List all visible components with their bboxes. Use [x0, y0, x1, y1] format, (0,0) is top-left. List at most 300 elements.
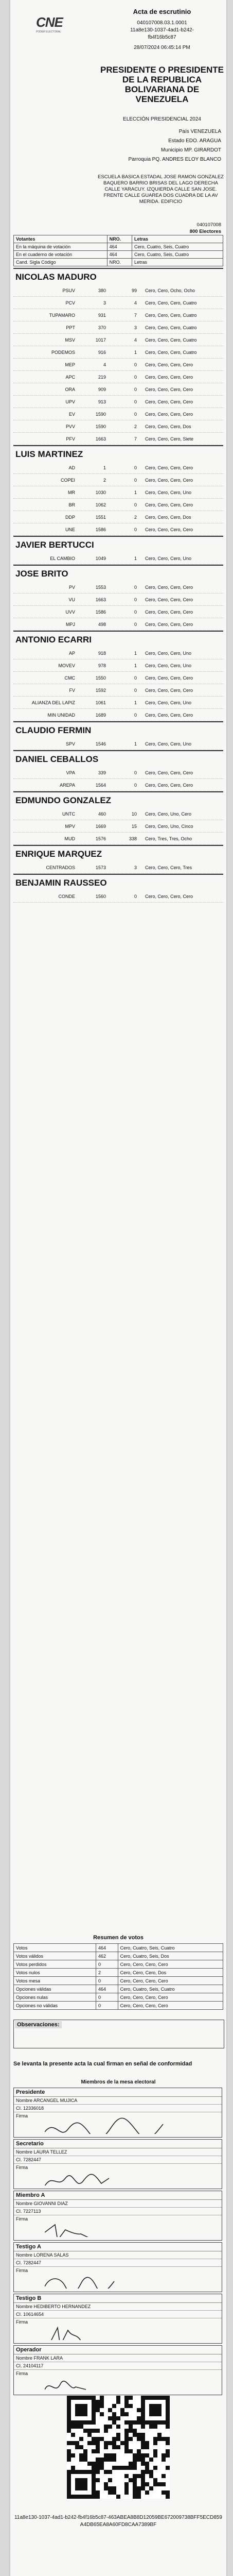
party-letras: Cero, Cero, Cero, Siete — [145, 436, 194, 442]
firma-label: Firma — [16, 2319, 28, 2325]
party-sigla: MEP — [65, 362, 75, 367]
candidate-name: LUIS MARTINEZ — [13, 445, 223, 462]
party-sigla: UPV — [65, 399, 75, 404]
results-nro: 464 — [96, 1985, 118, 1993]
member-ci: CI. 10614654 — [14, 2311, 222, 2318]
candidates-list — [13, 268, 223, 903]
results-table — [13, 1943, 223, 2010]
signature-image — [45, 2374, 168, 2392]
acta-uuid-1: 11a8e130-1037-4ad1-b242- — [130, 27, 194, 33]
party-row — [13, 408, 223, 420]
party-row — [13, 371, 223, 383]
party-nro: 7 — [134, 312, 137, 318]
candidate-block — [13, 874, 223, 903]
party-sigla: MR — [68, 489, 75, 495]
party-sigla: SPV — [65, 741, 75, 747]
party-row — [13, 618, 223, 631]
party-row — [13, 684, 223, 697]
party-sigla: VU — [68, 597, 75, 602]
party-codigo: 1573 — [95, 865, 106, 870]
candidate-name: NICOLAS MADURO — [13, 268, 223, 284]
party-nro: 1 — [134, 700, 137, 705]
member-firma — [14, 2267, 222, 2292]
party-codigo: 913 — [98, 399, 106, 404]
party-nro: 10 — [131, 811, 137, 817]
party-row — [13, 672, 223, 684]
party-codigo: 370 — [98, 325, 106, 330]
results-label: Votos válidos — [14, 1952, 96, 1960]
party-row — [13, 552, 223, 565]
firma-label: Firma — [16, 2268, 28, 2273]
candidate-name: BENJAMIN RAUSSEO — [13, 874, 223, 890]
results-letras: Cero, Cuatro, Seis, Dos — [118, 1952, 223, 1960]
party-codigo: 1663 — [95, 597, 106, 602]
votantes-table — [13, 235, 223, 266]
party-sigla: DDP — [65, 514, 75, 520]
candidate-name: JOSE BRITO — [13, 565, 223, 581]
party-row — [13, 594, 223, 606]
party-letras: Cero, Cero, Cero, Cero — [145, 687, 193, 693]
nro-col-header: NRO. — [107, 259, 132, 266]
party-letras: Cero, Cero, Cero, Cero — [145, 621, 193, 627]
party-sigla: AP — [68, 650, 75, 656]
party-letras: Cero, Cero, Cero, Dos — [145, 514, 191, 520]
member-nombre: Nombre ARCANGEL MUJICA — [14, 2097, 222, 2105]
party-nro: 0 — [134, 609, 137, 615]
party-row — [13, 647, 223, 659]
member-role: Secretario — [14, 2140, 222, 2148]
location-pais: País VENEZUELA — [178, 129, 221, 134]
party-sigla: COPEI — [60, 477, 75, 483]
letras-col-header: Letras — [132, 259, 223, 266]
firma-label: Firma — [16, 2113, 28, 2119]
party-letras: Cero, Cero, Cero, Cuatro — [145, 325, 197, 330]
party-sigla: UVV — [65, 609, 75, 615]
party-sigla: PSUV — [62, 287, 75, 293]
party-sigla: UNE — [65, 527, 75, 532]
acta-id-block — [100, 8, 224, 52]
results-nro: 0 — [96, 1977, 118, 1985]
results-row — [14, 1960, 223, 1969]
party-row — [13, 297, 223, 309]
candidate-block — [13, 721, 223, 750]
member-box — [13, 2345, 222, 2395]
party-sigla: PV — [68, 584, 75, 590]
results-nro: 2 — [96, 1969, 118, 1977]
party-codigo: 1689 — [95, 712, 106, 718]
firma-label: Firma — [16, 2371, 28, 2376]
location-municipio: Municipio MP. GIRARDOT — [160, 147, 221, 153]
party-letras: Cero, Cero, Uno, Cinco — [145, 823, 193, 829]
party-sigla: ORA — [65, 386, 75, 392]
candidate-name: JAVIER BERTUCCI — [13, 536, 223, 552]
votantes-machine-nro: 464 — [107, 243, 132, 251]
signature-image — [45, 2271, 168, 2289]
party-codigo: 1576 — [95, 836, 106, 841]
party-sigla: PPT — [66, 325, 75, 330]
election-heading: PRESIDENTE O PRESIDENTE DE LA REPUBLICA BOLIVARIANA DE VENEZUELA — [100, 65, 224, 104]
party-row — [13, 321, 223, 334]
acta-receipt — [10, 0, 226, 2576]
votantes-header: Votantes — [14, 235, 107, 243]
party-letras: Cero, Cero, Cero, Cero — [145, 502, 193, 507]
results-letras: Cero, Cuatro, Seis, Cuatro — [118, 1985, 223, 1993]
party-sigla: PCV — [65, 300, 75, 306]
candidate-block — [13, 536, 223, 565]
party-nro: 338 — [129, 836, 137, 841]
party-sigla: APC — [65, 374, 75, 380]
party-letras: Cero, Cero, Cero, Uno — [145, 489, 192, 495]
results-nro: 0 — [96, 2002, 118, 2010]
party-letras: Cero, Cero, Cero, Uno — [145, 700, 192, 705]
candidate-block — [13, 565, 223, 631]
party-row — [13, 659, 223, 672]
party-codigo: 3 — [103, 300, 106, 306]
party-letras: Cero, Cero, Cero, Cero — [145, 477, 193, 483]
results-label: Votos — [14, 1944, 96, 1952]
party-row — [13, 523, 223, 536]
candidate-block — [13, 445, 223, 536]
party-sigla: PODEMOS — [51, 349, 75, 355]
candidate-name: EDMUNDO GONZALEZ — [13, 791, 223, 808]
results-label: Votos perdidos — [14, 1960, 96, 1969]
signature-image — [45, 2323, 168, 2340]
results-row — [14, 2002, 223, 2010]
party-letras: Cero, Cero, Cero, Cero — [145, 782, 193, 788]
party-row — [13, 486, 223, 499]
party-codigo: 1062 — [95, 502, 106, 507]
party-row — [13, 606, 223, 618]
party-letras: Cero, Cero, Cero, Cero — [145, 712, 193, 718]
party-row — [13, 420, 223, 433]
member-box — [13, 2242, 222, 2292]
party-letras: Cero, Cero, Cero, Cuatro — [145, 337, 197, 343]
votantes-cuaderno-letras: Cero, Cuatro, Seis, Cuatro — [132, 251, 223, 259]
party-codigo: 1030 — [95, 489, 106, 495]
party-codigo: 1586 — [95, 609, 106, 615]
party-codigo: 1049 — [95, 555, 106, 561]
party-codigo: 380 — [98, 287, 106, 293]
candidate-name: CLAUDIO FERMIN — [13, 721, 223, 738]
results-letras: Cero, Cero, Cero, Cero — [118, 1960, 223, 1969]
nro-header: NRO. — [107, 235, 132, 243]
party-letras: Cero, Cero, Cero, Cuatro — [145, 300, 197, 306]
party-letras: Cero, Cero, Cero, Dos — [145, 423, 191, 429]
party-letras: Cero, Cero, Cero, Cero — [145, 374, 193, 380]
party-nro: 4 — [134, 300, 137, 306]
party-nro: 1 — [134, 663, 137, 668]
results-nro: 462 — [96, 1952, 118, 1960]
party-row — [13, 346, 223, 359]
party-nro: 1 — [134, 650, 137, 656]
member-box — [13, 2088, 222, 2138]
party-nro: 0 — [134, 675, 137, 681]
party-nro: 0 — [134, 386, 137, 392]
signature-image — [45, 2116, 168, 2134]
party-nro: 0 — [134, 770, 137, 775]
member-role: Presidente — [14, 2088, 222, 2097]
party-nro: 2 — [134, 514, 137, 520]
party-sigla: MOVEV — [58, 663, 75, 668]
party-nro: 4 — [134, 337, 137, 343]
party-row — [13, 709, 223, 721]
member-ci: CI. 12336018 — [14, 2105, 222, 2112]
observaciones-box — [13, 2020, 224, 2048]
member-role: Miembro A — [14, 2191, 222, 2200]
party-row — [13, 309, 223, 321]
party-letras: Cero, Cero, Ocho, Ocho — [145, 287, 195, 293]
party-letras: Cero, Cero, Cero, Cero — [145, 386, 193, 392]
location-estado: Estado EDO. ARAGUA — [168, 138, 221, 144]
member-nombre: Nombre HEDIBERTO HERNANDEZ — [14, 2303, 222, 2311]
member-box — [13, 2294, 222, 2344]
party-codigo: 1590 — [95, 423, 106, 429]
party-row — [13, 890, 223, 903]
party-row — [13, 738, 223, 750]
party-codigo: 978 — [98, 663, 106, 668]
party-row — [13, 861, 223, 874]
voting-center-info — [100, 222, 221, 235]
member-role: Operador — [14, 2346, 222, 2354]
voting-center-address: ESCUELA BASICA ESTADAL JOSE RAMON GONZALEZ BAQUERO BARRIO BRISAS DEL LAGO DERECHA CALLE YARACUY. IZQUIERDA CALLE SAN JOSE. FRENTE CALLE GUAREA DOS CUADRA DE LA AV MERIDA. EDIFICIO — [98, 174, 224, 205]
party-sigla: PVV — [65, 423, 75, 429]
party-letras: Cero, Cero, Cero, Cero — [145, 675, 193, 681]
party-letras: Cero, Cero, Cero, Cero — [145, 527, 193, 532]
party-codigo: 1 — [103, 465, 106, 470]
party-row — [13, 499, 223, 511]
party-sigla: MUD — [64, 836, 75, 841]
party-row — [13, 511, 223, 523]
party-letras: Cero, Cero, Cero, Cero — [145, 770, 193, 775]
party-codigo: 1550 — [95, 675, 106, 681]
results-letras: Cero, Cero, Cero, Cero — [118, 1993, 223, 2002]
letras-header: Letras — [132, 235, 223, 243]
party-nro: 99 — [131, 287, 137, 293]
party-nro: 0 — [134, 687, 137, 693]
party-nro: 0 — [134, 411, 137, 417]
party-row — [13, 820, 223, 833]
party-row — [13, 767, 223, 779]
party-codigo: 1546 — [95, 741, 106, 747]
candidate-block — [13, 268, 223, 445]
candidate-block — [13, 845, 223, 874]
results-title: Resumen de votos — [93, 1935, 144, 1941]
party-sigla: MSV — [65, 337, 75, 343]
party-nro: 1 — [134, 349, 137, 355]
party-letras: Cero, Cero, Cero, Uno — [145, 663, 192, 668]
party-letras: Cero, Cero, Cero, Cuatro — [145, 349, 197, 355]
acta-datetime: 28/07/2024 06:45:14 PM — [134, 45, 190, 50]
member-box — [13, 2191, 222, 2241]
cne-logo — [36, 14, 72, 33]
party-codigo: 1560 — [95, 893, 106, 899]
candidate-block — [13, 631, 223, 721]
acta-header — [10, 0, 226, 170]
party-letras: Cero, Cero, Cero, Uno — [145, 555, 192, 561]
party-nro: 1 — [134, 741, 137, 747]
results-label: Votos nulos — [14, 1969, 96, 1977]
member-nombre: Nombre LORENA SALAS — [14, 2251, 222, 2259]
party-letras: Cero, Cero, Cero, Cero — [145, 597, 193, 602]
party-codigo: 2 — [103, 477, 106, 483]
party-sigla: ALIANZA DEL LAPIZ — [31, 700, 75, 705]
results-letras: Cero, Cero, Cero, Cero — [118, 1977, 223, 1985]
party-letras: Cero, Cero, Cero, Cero — [145, 584, 193, 590]
party-sigla: UNTC — [62, 811, 75, 817]
candidate-block — [13, 791, 223, 845]
votantes-cuaderno-nro: 464 — [107, 251, 132, 259]
electores-count: 800 Electores — [189, 229, 221, 234]
member-firma — [14, 2370, 222, 2395]
party-letras: Cero, Cero, Cero, Uno — [145, 741, 192, 747]
acta-title: Acta de escrutinio — [133, 8, 191, 15]
party-letras: Cero, Cero, Cero, Uno — [145, 650, 192, 656]
party-row — [13, 474, 223, 486]
party-row — [13, 462, 223, 474]
party-sigla: MIN UNIDAD — [47, 712, 75, 718]
party-sigla: MPJ — [66, 621, 75, 627]
party-nro: 0 — [134, 712, 137, 718]
party-row — [13, 697, 223, 709]
qr-code — [67, 2396, 170, 2499]
party-codigo: 498 — [98, 621, 106, 627]
party-letras: Cero, Cero, Cero, Cero — [145, 399, 193, 404]
observaciones-label: Observaciones: — [15, 2021, 62, 2028]
member-firma — [14, 2215, 222, 2240]
party-nro: 7 — [134, 436, 137, 442]
firma-label: Firma — [16, 2165, 28, 2170]
party-sigla: AREPA — [60, 782, 75, 788]
results-row — [14, 1985, 223, 1993]
party-row — [13, 383, 223, 396]
party-nro: 0 — [134, 477, 137, 483]
party-sigla: CONDE — [58, 893, 75, 899]
party-nro: 1 — [134, 489, 137, 495]
party-nro: 0 — [134, 584, 137, 590]
party-sigla: CENTRADOS — [46, 865, 75, 870]
party-nro: 0 — [134, 893, 137, 899]
party-codigo: 1061 — [95, 700, 106, 705]
party-letras: Cero, Cero, Cero, Cero — [145, 411, 193, 417]
qr-pattern — [67, 2396, 170, 2499]
party-sigla: EV — [68, 411, 75, 417]
votantes-machine-letras: Cero, Cuatro, Seis, Cuatro — [132, 243, 223, 251]
party-letras: Cero, Cero, Uno, Cero — [145, 811, 192, 817]
party-letras: Cero, Tres, Tres, Ocho — [145, 836, 192, 841]
party-codigo: 1586 — [95, 527, 106, 532]
party-letras: Cero, Cero, Cero, Cero — [145, 362, 193, 367]
party-codigo: 460 — [98, 811, 106, 817]
party-nro: 0 — [134, 399, 137, 404]
party-nro: 1 — [134, 555, 137, 561]
member-firma — [14, 2164, 222, 2189]
votantes-cuaderno-label: En el cuaderno de votación — [14, 251, 107, 259]
party-sigla: PFV — [66, 436, 75, 442]
party-nro: 2 — [134, 423, 137, 429]
results-nro: 464 — [96, 1944, 118, 1952]
results-nro: 0 — [96, 1993, 118, 2002]
cne-logo-mark: CNE — [36, 14, 63, 30]
cne-logo-subtitle: PODER ELECTORAL — [36, 30, 61, 33]
results-row — [14, 1993, 223, 2002]
candidate-name: ANTONIO ECARRI — [13, 631, 223, 647]
signature-image — [45, 2168, 168, 2185]
party-codigo: 1564 — [95, 782, 106, 788]
party-codigo: 1590 — [95, 411, 106, 417]
party-sigla: FV — [69, 687, 75, 693]
party-codigo: 916 — [98, 349, 106, 355]
party-sigla: MPV — [65, 823, 75, 829]
party-codigo: 931 — [98, 312, 106, 318]
party-letras: Cero, Cero, Cero, Cero — [145, 465, 193, 470]
member-box — [13, 2139, 222, 2189]
results-row — [14, 1944, 223, 1952]
party-row — [13, 833, 223, 845]
party-sigla: CMC — [64, 675, 75, 681]
acta-hash: 11a8e130-1037-4ad1-b242-fb4f16b5c87-463ABEA8B8D12059BE672009738BFF5ECD859A4DB65EA8A60FD8CAA7389BF — [14, 2515, 222, 2528]
party-codigo: 1017 — [95, 337, 106, 343]
party-row — [13, 359, 223, 371]
acta-uuid-2: fb4f16b5c87 — [148, 35, 176, 40]
member-role: Testigo B — [14, 2294, 222, 2303]
member-firma — [14, 2318, 222, 2343]
election-name: ELECCIÓN PRESIDENCIAL 2024 — [123, 116, 201, 122]
col-header-cand-sigla — [14, 259, 107, 266]
party-row — [13, 396, 223, 408]
results-letras: Cero, Cuatro, Seis, Cuatro — [118, 1944, 223, 1952]
party-codigo: 4 — [103, 362, 106, 367]
votantes-machine-label: En la máquina de votación — [14, 243, 107, 251]
sigla-col-header: Sigla — [29, 260, 40, 265]
results-label: Votos mesa — [14, 1977, 96, 1985]
party-letras: Cero, Cero, Cero, Cero — [145, 609, 193, 615]
party-sigla: TUPAMARO — [49, 312, 75, 318]
party-codigo: 1663 — [95, 436, 106, 442]
results-label: Opciones válidas — [14, 1985, 96, 1993]
party-row — [13, 581, 223, 594]
party-nro: 0 — [134, 782, 137, 788]
results-letras: Cero, Cero, Cero, Cero — [118, 2002, 223, 2010]
party-row — [13, 808, 223, 820]
party-nro: 0 — [134, 527, 137, 532]
party-row — [13, 284, 223, 297]
party-letras: Cero, Cero, Cero, Tres — [145, 865, 192, 870]
signature-image — [45, 2219, 168, 2237]
member-ci: CI. 24104117 — [14, 2362, 222, 2370]
party-row — [13, 433, 223, 445]
party-codigo: 1551 — [95, 514, 106, 520]
party-nro: 0 — [134, 465, 137, 470]
results-nro: 0 — [96, 1960, 118, 1969]
party-nro: 0 — [134, 374, 137, 380]
results-letras: Cero, Cero, Cero, Dos — [118, 1969, 223, 1977]
party-codigo: 909 — [98, 386, 106, 392]
party-codigo: 1669 — [95, 823, 106, 829]
codigo-col-header: Código — [41, 260, 56, 265]
party-nro: 15 — [131, 823, 137, 829]
location-parroquia: Parroquia PQ. ANDRES ELOY BLANCO — [128, 157, 221, 162]
party-nro: 0 — [134, 502, 137, 507]
acta-code: 040107008.03.1.0001 — [137, 20, 187, 26]
member-nombre: Nombre LAURA TELLEZ — [14, 2148, 222, 2156]
party-sigla: AD — [68, 465, 75, 470]
party-nro: 0 — [134, 621, 137, 627]
party-nro: 0 — [134, 597, 137, 602]
party-codigo: 219 — [98, 374, 106, 380]
candidate-name: ENRIQUE MARQUEZ — [13, 845, 223, 861]
party-codigo: 1553 — [95, 584, 106, 590]
results-label: Opciones nulas — [14, 1993, 96, 2002]
